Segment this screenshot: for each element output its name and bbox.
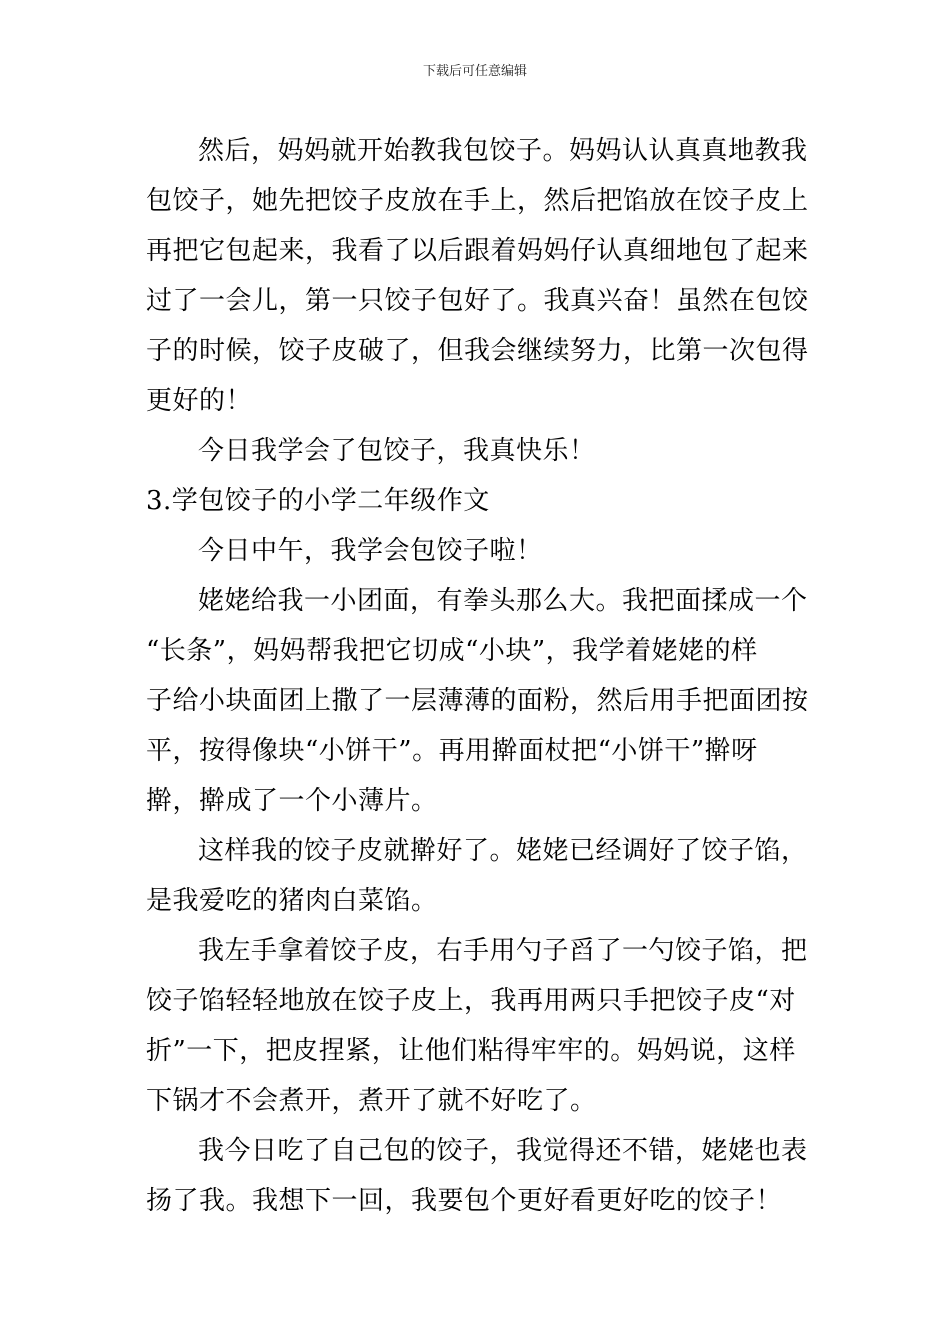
- text-line: 更好的！: [146, 386, 253, 416]
- text-line: 再把它包起来，我看了以后跟着妈妈仔认真细地包了起来: [146, 236, 809, 266]
- text-line: 我左手拿着饺子皮，右手用勺子舀了一勺饺子馅，把: [198, 936, 808, 966]
- text-line: 今日中午，我学会包饺子啦！: [198, 536, 543, 566]
- text-line: 今日我学会了包饺子，我真快乐！: [198, 436, 596, 466]
- text-line: 过了一会儿，第一只饺子包好了。我真兴奋！虽然在包饺: [146, 286, 809, 316]
- text-line: 扬了我。我想下一回，我要包个更好看更好吃的饺子！: [146, 1186, 783, 1216]
- text-line: 擀，擀成了一个小薄片。: [146, 786, 438, 816]
- text-line: 下锅才不会煮开，煮开了就不好吃了。: [146, 1086, 597, 1116]
- text-line: 我今日吃了自己包的饺子，我觉得还不错，姥姥也表: [198, 1136, 808, 1166]
- section-heading: 3.学包饺子的小学二年级作文: [146, 486, 490, 516]
- text-line: 折”一下，把皮捏紧，让他们粘得牢牢的。妈妈说，这样: [146, 1036, 796, 1066]
- text-line: 然后，妈妈就开始教我包饺子。妈妈认认真真地教我: [198, 136, 808, 166]
- document-body: [146, 126, 810, 1226]
- text-line: 饺子馅轻轻地放在饺子皮上，我再用两只手把饺子皮“对: [146, 986, 796, 1016]
- text-line: 姥姥给我一小团面，有拳头那么大。我把面揉成一个: [198, 586, 808, 616]
- text-line: “长条”，妈妈帮我把它切成“小块”，我学着姥姥的样: [146, 636, 758, 666]
- text-line: 是我爱吃的猪肉白菜馅。: [146, 886, 438, 916]
- text-line: 平，按得像块“小饼干”。再用擀面杖把“小饼干”擀呀: [146, 736, 758, 766]
- text-line: 包饺子，她先把饺子皮放在手上，然后把馅放在饺子皮上: [146, 186, 809, 216]
- text-line: 子给小块面团上撒了一层薄薄的面粉，然后用手把面团按: [146, 686, 809, 716]
- text-line: 这样我的饺子皮就擀好了。姥姥已经调好了饺子馅，: [198, 836, 808, 866]
- page-header: 下载后可任意编辑: [422, 64, 527, 79]
- text-line: 子的时候，饺子皮破了，但我会继续努力，比第一次包得: [146, 336, 809, 366]
